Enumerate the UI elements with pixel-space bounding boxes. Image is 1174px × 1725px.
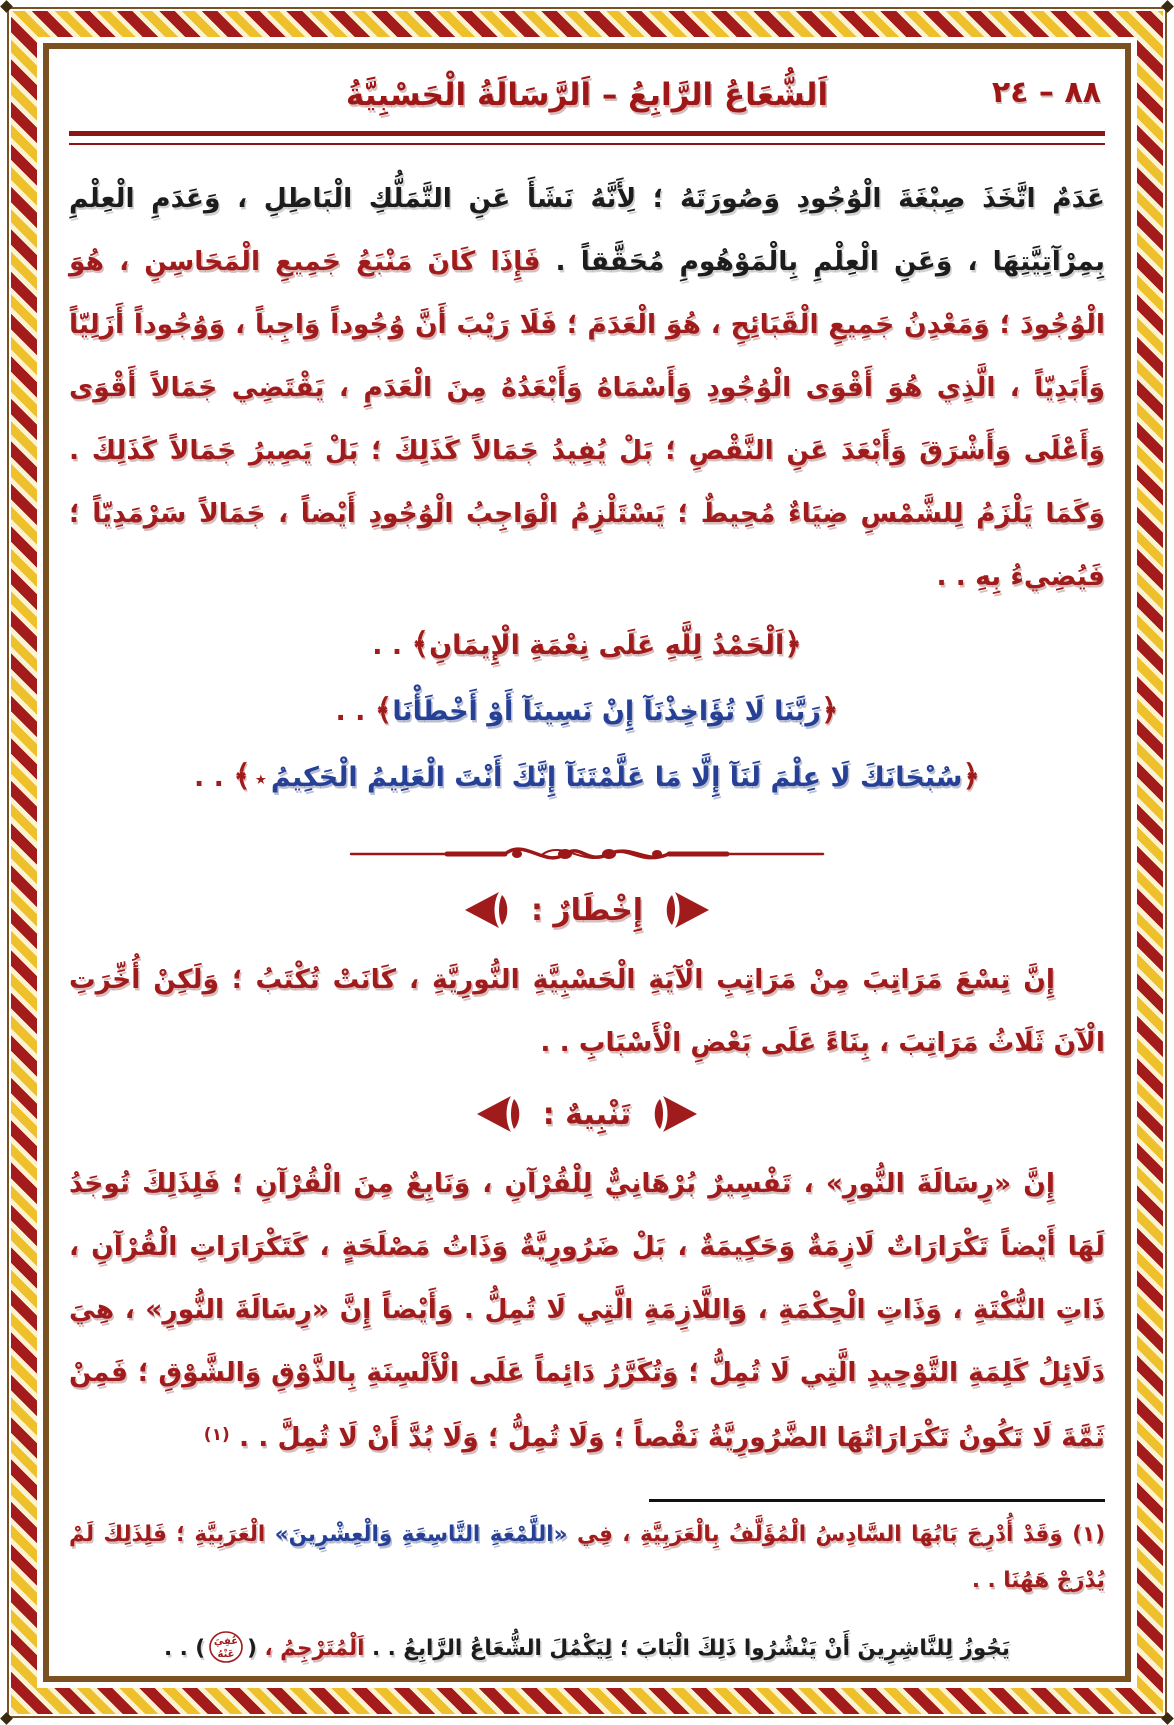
footnote-line-2 [69,1626,1105,1672]
svg-text:عُفِيَ: عُفِيَ [214,1635,239,1647]
svg-text:عَنْهُ: عَنْهُ [217,1648,235,1660]
page-header [69,69,1105,121]
quote-hamd-text: اَلْحَمْدُ لِلَّهِ عَلَى نِعْمَةِ الْإِيمَانِ [429,630,785,661]
footnote-book-title: «اللَّمْعَةِ التَّاسِعَةِ وَالْعِشْرِينَ» [274,1522,568,1547]
quote-subhanaka-text: سُبْحَانَكَ لَا عِلْمَ لَنَآ إِلَّا مَا عَلَّمْتَنَآ إِنَّكَ أَنْتَ الْعَلِيمُ الْحَكِيمُ [270,762,963,793]
ornate-close-bracket-icon: ﴾ [233,759,251,794]
heading-ornament-right-icon [651,1094,697,1134]
heading-ornament-left-icon [465,890,511,930]
corner-finial-icon [1161,1712,1174,1725]
paragraph-main-red-segment: فَإِذَا كَانَ مَنْبَعُ جَمِيعِ الْمَحَاسِنِ ، هُوَ الْوُجُودَ ؛ وَمَعْدِنُ جَمِيعِ الْقَبَائِحِ ، هُوَ الْعَدَمَ ؛ فَلَا رَيْبَ أَنَّ وُجُوداً وَاجِباً ، وَوُجُوداً أَزَلِيّاً وَأَبَدِيّاً ، الَّذِي هُوَ أَقْوَى الْوُجُودِ وَأَسْمَاهُ وَأَبْعَدُهُ مِنَ الْعَدَمِ ، يَقْتَضِي جَمَالاً أَقْوَى وَأَعْلَى وَأَشْرَقَ وَأَبْعَدَ عَنِ النَّقْصِ ؛ بَلْ يُفِيدُ جَمَالاً كَذَلِكَ ؛ بَلْ يَصِيرُ جَمَالاً كَذَلِكَ . وَكَمَا يَلْزَمُ لِلشَّمْسِ ضِيَاءٌ مُحِيطٌ ؛ يَسْتَلْزِمُ الْوَاجِبُ الْوُجُودِ أَيْضاً ، جَمَالاً سَرْمَدِيّاً ؛ فَيُضِيءُ بِهِ . . [69,246,1105,592]
corner-finial-icon [1161,0,1174,13]
page-content [49,49,1125,1676]
section-heading-tanbih [69,1094,1105,1134]
footnote-red-segment: (١) وَقَدْ أُدْرِجَ بَابُهَا السَّادِسُ الْمُؤَلَّفُ بِالْعَرَبِيَّةِ ، فِي [567,1522,1105,1547]
footnote-translator-label: اَلْمُتَرْجِمُ ، [264,1635,365,1661]
paragraph-main-black-segment: عَدَمٌ اتَّخَذَ صِبْغَةَ الْوُجُودِ وَصُورَتَهُ ؛ لِأَنَّهُ نَشَأَ عَنِ التَّمَلُّكِ الْبَاطِلِ ، وَعَدَمِ الْعِلْمِ بِمِرْآتِيَّتِهَا ، وَعَنِ الْعِلْمِ بِالْمَوْهُومِ مُحَقَّقاً . [69,183,1105,277]
ornate-close-bracket-icon: ﴾ [374,693,393,728]
heading-ornament-right-icon [663,890,709,930]
header-double-rule [69,131,1105,145]
paragraph-ikhtar: إِنَّ تِسْعَ مَرَاتِبَ مِنْ مَرَاتِبِ الْآيَةِ الْحَسْبِيَّةِ النُّورِيَّةِ ، كَانَتْ تُكْتَبُ ؛ وَلَكِنْ أُخِّرَتِ الْآنَ ثَلَاثُ مَرَاتِبَ ، بِنَاءً عَلَى بَعْضِ الْأَسْبَابِ . . [69,964,1105,1058]
corner-finial-icon [0,0,13,13]
quote-dots: . . [372,630,412,661]
quote-rabbana [69,678,1105,744]
quote-subhanaka [69,744,1105,812]
footnote-reference: (١) [203,1425,230,1445]
heading-ikhtar-label: إِخْطَارٌ : [530,892,644,928]
quran-quotes-block [69,612,1105,812]
section-heading-ikhtar [69,890,1105,930]
paragraph-main [69,167,1105,608]
seal-paren-open: ( [247,1635,265,1661]
heading-ornament-left-icon [477,1094,523,1134]
footnote-line-1 [69,1512,1105,1604]
footnote-separator [649,1499,1105,1502]
quote-dots: . . [193,762,234,793]
translator-seal-icon [207,1629,245,1665]
seal-paren-close: ) . . [164,1635,206,1661]
page-title: اَلشُّعَاعُ الرَّابِعُ – اَلرَّسَالَةُ الْحَسْبِيَّةُ [345,77,829,113]
corner-finial-icon [0,1712,13,1725]
quote-dots: . . [335,696,375,727]
flourish-divider-icon [347,838,827,870]
footnote-publishers-note: يَجُوزُ لِلنَّاشِرِينَ أَنْ يَنْشُرُوا ذَلِكَ الْبَابَ ؛ لِيَكْمُلَ الشُّعَاعُ الرَّابِعُ . . [364,1635,1010,1661]
quote-hamd [69,612,1105,678]
ornate-close-bracket-icon: ﴾ [411,627,430,662]
quote-rabbana-text: رَبَّنَا لَا تُؤَاخِذْنَآ إِنْ نَسِينَآ أَوْ أَخْطَأْنَا [392,696,821,727]
page-number: ٨٨ – ٢٤ [991,75,1101,110]
paragraph-tanbih-text: إِنَّ «رِسَالَةَ النُّورِ» ، تَفْسِيرٌ بُرْهَانِيٌّ لِلْقُرْآنِ ، وَنَابِعٌ مِنَ الْقُرْآنِ ؛ فَلِذَلِكَ تُوجَدُ لَهَا أَيْضاً تَكْرَارَاتٌ لَازِمَةٌ وَحَكِيمَةٌ ، بَلْ ضَرُورِيَّةٌ وَذَاتُ مَصْلَحَةٍ ، كَتَكْرَارَاتِ الْقُرْآنِ ، ذَاتِ النُّكْتَةِ ، وَذَاتِ الْحِكْمَةِ ، وَاللَّازِمَةِ الَّتِي لَا تُمِلُّ . وَأَيْضاً إِنَّ «رِسَالَةَ النُّورِ» ، هِيَ دَلَائِلُ كَلِمَةِ التَّوْحِيدِ الَّتِي لَا تُمِلُّ ؛ وَتُكَرَّرُ دَائِماً عَلَى الْأَلْسِنَةِ بِالذَّوْقِ وَالشَّوْقِ ؛ فَمِنْ ثَمَّةَ لَا تَكُونُ تَكْرَارَاتُهَا الضَّرُورِيَّةُ نَقْصاً ؛ وَلَا تُمِلُّ ؛ وَلَا بُدَّ أَنْ لَا تُمِلَّ . . [69,1168,1105,1453]
ayah-rosette-icon: ٭ [254,767,267,792]
ornate-open-bracket-icon: ﴿ [962,759,981,794]
paragraph-tanbih [69,1152,1105,1469]
heading-tanbih-label: تَنْبِيهٌ : [542,1096,632,1132]
footnote-red-tail: الْعَرَبِيَّةِ ؛ فَلِذَلِكَ لَمْ يُدْرَجْ هَهُنَا . . [69,1522,1105,1593]
ornate-open-bracket-icon: ﴿ [820,693,839,728]
ornate-open-bracket-icon: ﴿ [784,627,802,662]
